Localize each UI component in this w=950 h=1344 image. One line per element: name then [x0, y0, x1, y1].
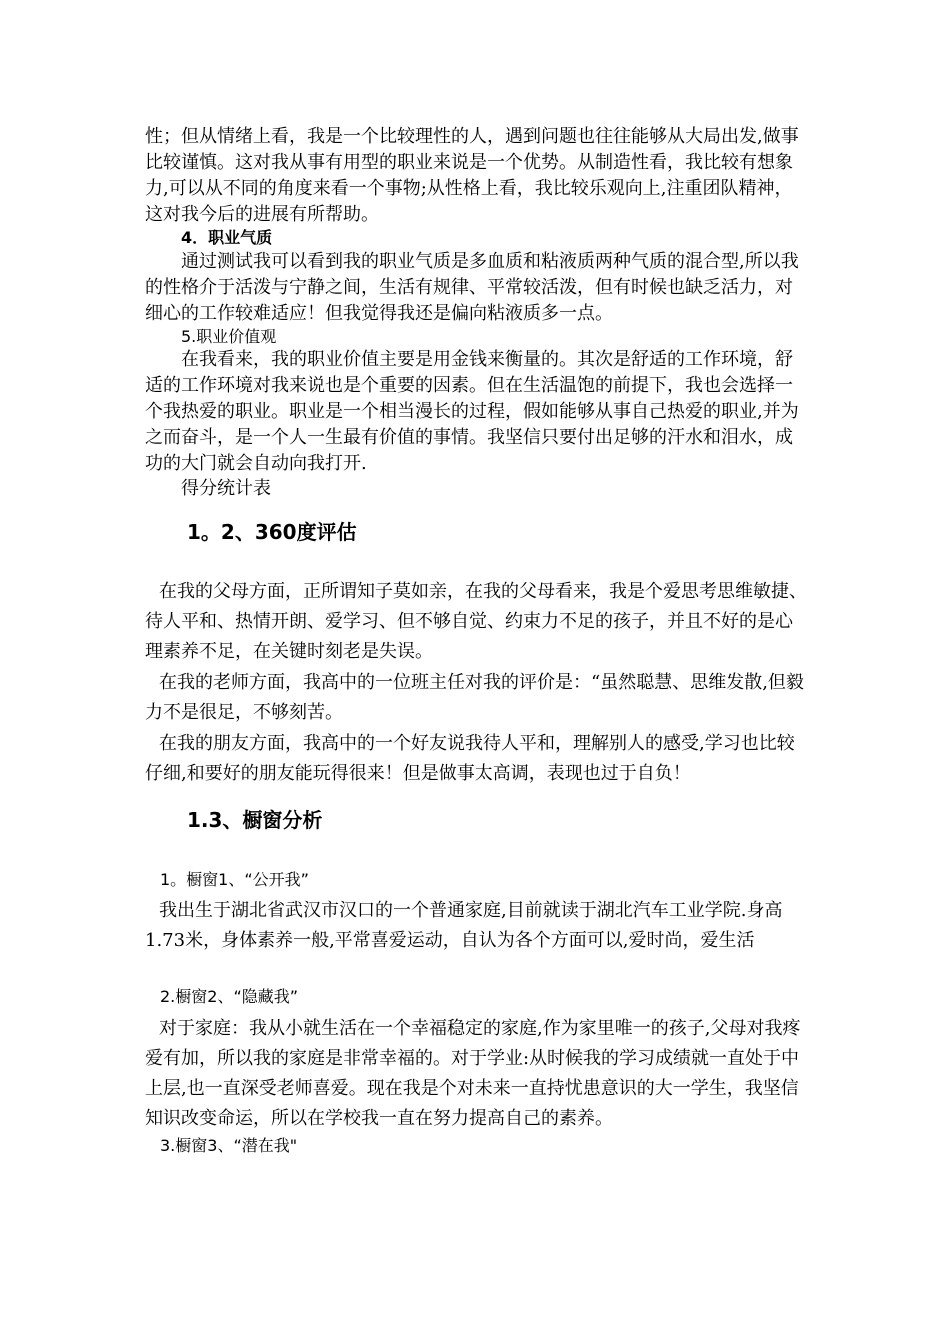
section-360-heading: 1。2、360度评估 [187, 520, 357, 544]
parents-evaluation: 在我的父母方面，正所谓知子莫如亲，在我的父母看来，我是个爱思考思维敏捷、待人平和、热情开朗、爱学习、但不够自觉、约束力不足的孩子，并且不好的是心理素养不足，在关键时刻老是失误。 [145, 581, 807, 662]
window-1-text: 我出生于湖北省武汉市汉口的一个普通家庭,目前就读于湖北汽车工业学院.身高1.73米，身体素养一般,平常喜爱运动，自认为各个方面可以,爱时尚，爱生活 [145, 900, 783, 951]
window-2-label: 2.橱窗2、“隐藏我” [160, 987, 299, 1006]
friend-evaluation: 在我的朋友方面，我高中的一个好友说我待人平和，理解别人的感受,学习也比较仔细,和要好的朋友能玩得很来！但是做事太高调，表现也过于自负！ [145, 733, 795, 784]
temperament-paragraph: 通过测试我可以看到我的职业气质是多血质和粘液质两种气质的混合型,所以我的性格介于活泼与宁静之间，生活有规律、平常较活泼，但有时候也缺乏活力，对细心的工作较难适应！但我觉得我还是偏向粘液质多一点。 [145, 251, 799, 324]
window-analysis-heading: 1.3、橱窗分析 [187, 808, 323, 832]
values-heading: 5.职业价值观 [181, 327, 277, 346]
values-paragraph: 在我看来，我的职业价值主要是用金钱来衡量的。其次是舒适的工作环境，舒适的工作环境对我来说也是个重要的因素。但在生活温饱的前提下，我也会选择一个我热爱的职业。职业是一个相当漫长的过程，假如能够从事自己热爱的职业,并为之而奋斗，是一个人一生最有价值的事情。我坚信只要付出足够的汗水和泪水，成功的大门就会自动向我打开. [145, 349, 799, 474]
score-table-label: 得分统计表 [181, 478, 271, 499]
teacher-evaluation: 在我的老师方面，我高中的一位班主任对我的评价是：“虽然聪慧、思维发散,但毅力不是很足，不够刻苦。 [145, 672, 804, 723]
window-1-label: 1。橱窗1、“公开我” [160, 870, 309, 889]
window-3-label: 3.橱窗3、“潜在我" [160, 1136, 298, 1155]
window-2-text: 对于家庭：我从小就生活在一个幸福稳定的家庭,作为家里唯一的孩子,父母对我疼爱有加，所以我的家庭是非常幸福的。对于学业:从时候我的学习成绩就一直处于中上层,也一直深受老师喜爱。现在我是个对未来一直持忧患意识的大一学生，我坚信知识改变命运，所以在学校我一直在努力提高自己的素养。 [145, 1018, 801, 1129]
personality-paragraph: 性；但从情绪上看，我是一个比较理性的人，遇到问题也往往能够从大局出发,做事比较谨慎。这对我从事有用型的职业来说是一个优势。从制造性看，我比较有想象力,可以从不同的角度来看一个事物;从性格上看，我比较乐观向上,注重团队精神，这对我今后的进展有所帮助。 [145, 126, 799, 225]
temperament-heading: 4．职业气质 [181, 228, 273, 247]
